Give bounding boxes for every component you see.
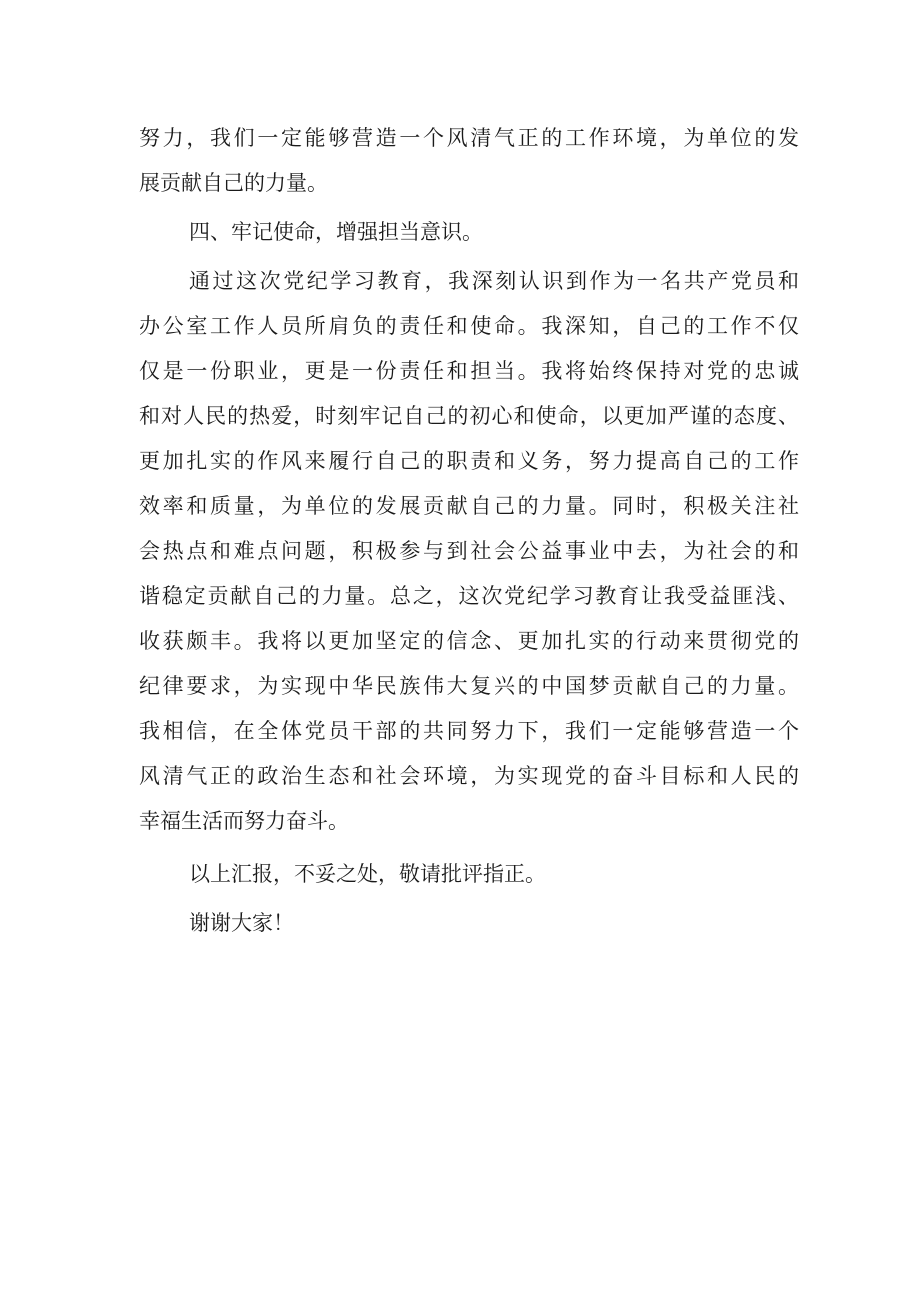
paragraph-line: 会热点和难点问题，积极参与到社会公益事业中去，为社会的和: [139, 539, 799, 563]
paragraph-line: 收获颇丰。我将以更加坚定的信念、更加扎实的行动来贯彻党的: [139, 629, 799, 653]
paragraph-line: 谐稳定贡献自己的力量。总之，这次党纪学习教育让我受益匪浅、: [139, 584, 799, 608]
closing-line: 以上汇报，不妥之处，敬请批评指正。: [189, 862, 546, 886]
paragraph-line: 努力，我们一定能够营造一个风清气正的工作环境，为单位的发: [139, 126, 799, 150]
document-body: [139, 116, 799, 946]
paragraph-line: 和对人民的热爱，时刻牢记自己的初心和使命，以更加严谨的态度、: [139, 404, 799, 428]
paragraph-line: 幸福生活而努力奋斗。: [139, 809, 349, 833]
paragraph-line: 办公室工作人员所肩负的责任和使命。我深知，自己的工作不仅: [139, 314, 799, 338]
paragraph-line: 风清气正的政治生态和社会环境，为实现党的奋斗目标和人民的: [139, 764, 799, 788]
paragraph-line: 更加扎实的作风来履行自己的职责和义务，努力提高自己的工作: [139, 449, 799, 473]
paragraph-line: 我相信，在全体党员干部的共同努力下，我们一定能够营造一个: [139, 719, 799, 743]
paragraph-line: 展贡献自己的力量。: [139, 171, 328, 195]
section-heading: 四、牢记使命，增强担当意识。: [189, 220, 483, 244]
paragraph-line: 通过这次党纪学习教育，我深刻认识到作为一名共产党员和: [189, 269, 799, 293]
thanks-line: 谢谢大家！: [189, 911, 294, 935]
paragraph-line: 仅是一份职业，更是一份责任和担当。我将始终保持对党的忠诚: [139, 359, 799, 383]
paragraph-line: 纪律要求，为实现中华民族伟大复兴的中国梦贡献自己的力量。: [139, 674, 799, 698]
paragraph-line: 效率和质量，为单位的发展贡献自己的力量。同时，积极关注社: [139, 494, 799, 518]
